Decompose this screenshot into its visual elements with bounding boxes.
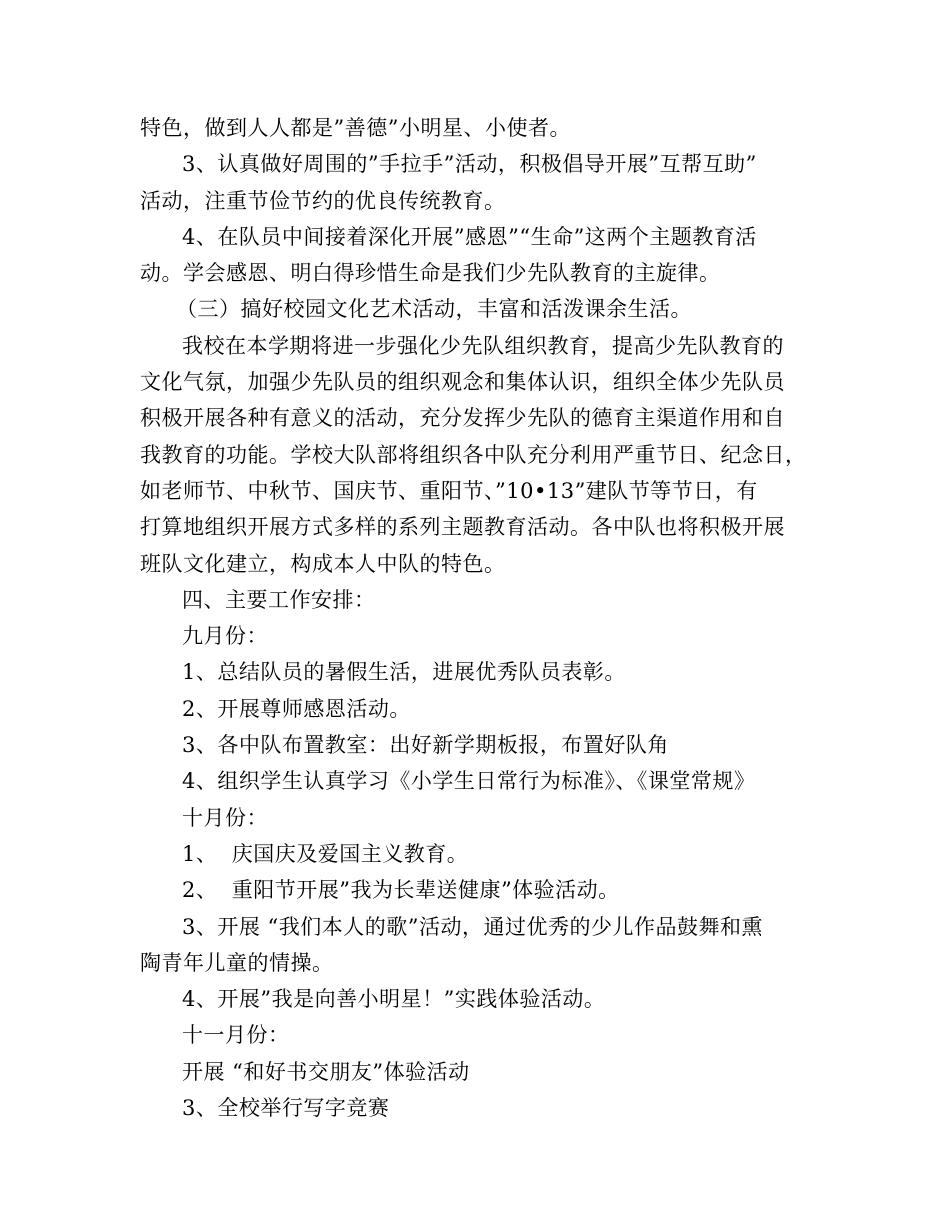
text-line: 如老师节、中秋节、国庆节、重阳节、”10•13”建队节等节日，有	[140, 478, 758, 503]
text-line: 我校在本学期将进一步强化少先队组织教育，提高少先队教育的	[182, 333, 784, 358]
list-item: 4、开展”我是向善小明星！”实践体验活动。	[182, 987, 606, 1012]
section-heading: 四、主要工作安排：	[182, 587, 376, 612]
text-line: 我教育的功能。学校大队部将组织各中队充分利用严重节日、纪念日，	[140, 442, 807, 467]
text-line: 3、认真做好周围的”手拉手”活动，积极倡导开展”互帮互助”	[182, 152, 757, 177]
list-item: 1、总结队员的暑假生活，进展优秀队员表彰。	[182, 660, 626, 685]
list-item: 3、开展 “我们本人的歌”活动，通过优秀的少儿作品鼓舞和熏	[182, 914, 764, 939]
month-heading: 十一月份：	[182, 1023, 290, 1048]
text-line: 活动，注重节俭节约的优良传统教育。	[140, 188, 506, 213]
text-line: 积极开展各种有意义的活动，充分发挥少先队的德育主渠道作用和自	[140, 406, 785, 431]
text-line: 打算地组织开展方式多样的系列主题教育活动。各中队也将积极开展	[140, 515, 785, 540]
text-line: 4、在队员中间接着深化开展”感恩”“生命”这两个主题教育活	[182, 224, 757, 249]
list-item: 4、组织学生认真学习《小学生日常行为标准》、《课堂常规》	[182, 769, 756, 794]
list-item: 2、开展尊师感恩活动。	[182, 696, 411, 721]
month-heading: 十月份：	[182, 805, 268, 830]
list-item: 开展 “和好书交朋友”体验活动	[182, 1059, 470, 1084]
text-line: 特色，做到人人都是”善德”小明星、小使者。	[140, 116, 571, 140]
text-line: 动。学会感恩、明白得珍惜生命是我们少先队教育的主旋律。	[140, 261, 721, 286]
text-line: 班队文化建立，构成本人中队的特色。	[140, 551, 506, 576]
section-heading: （三）搞好校园文化艺术活动，丰富和活泼课余生活。	[176, 297, 692, 322]
list-item: 1、 庆国庆及爱国主义教育。	[182, 841, 469, 866]
text-line: 陶青年儿童的情操。	[140, 950, 334, 975]
list-item: 3、全校举行写字竞赛	[182, 1096, 390, 1121]
list-item: 2、 重阳节开展”我为长辈送健康”体验活动。	[182, 878, 620, 903]
month-heading: 九月份：	[182, 624, 268, 649]
text-line: 文化气氛，加强少先队员的组织观念和集体认识，组织全体少先队员	[140, 370, 785, 395]
document-body	[140, 110, 840, 1126]
list-item: 3、各中队布置教室：出好新学期板报，布置好队角	[182, 733, 669, 758]
